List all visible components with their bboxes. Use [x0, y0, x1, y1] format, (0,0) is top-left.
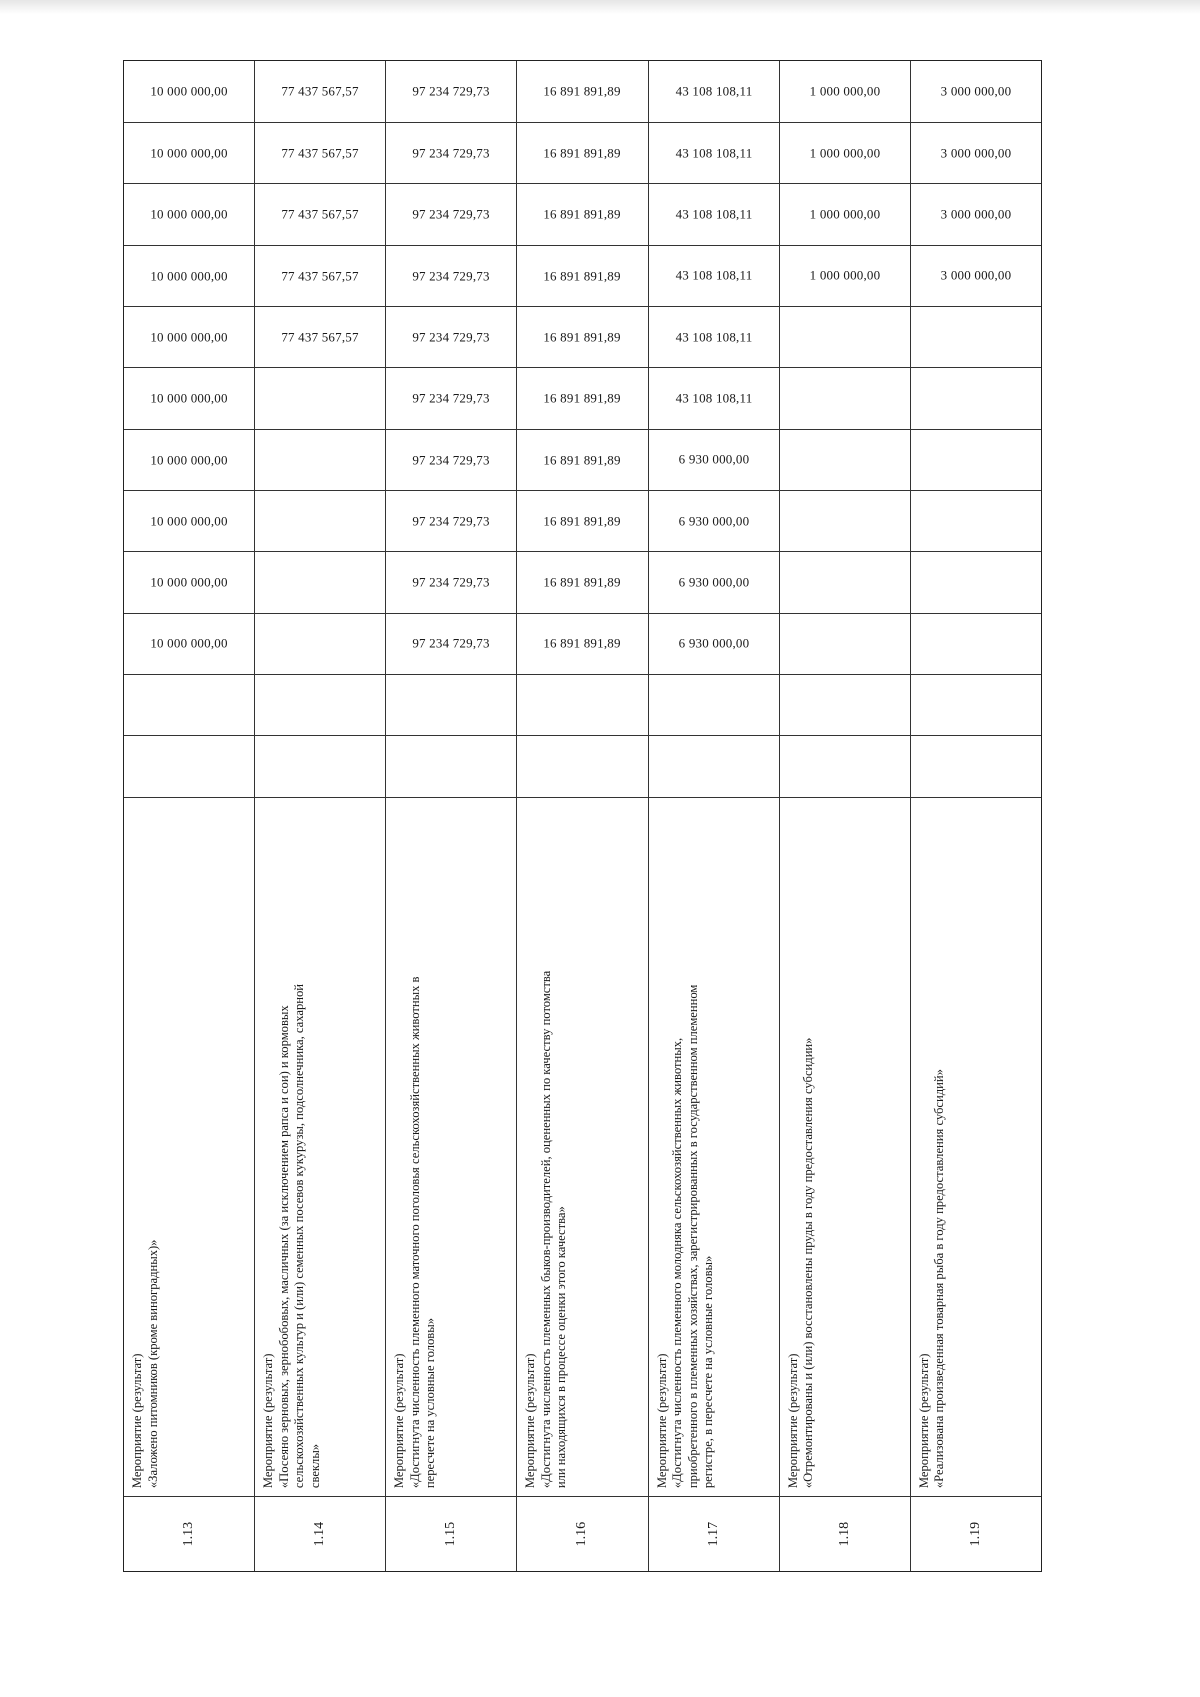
value-cell: [780, 306, 910, 367]
value-cell: [386, 367, 516, 428]
amount-value: 43 108 108,11: [675, 206, 753, 222]
amount-value: 77 437 567,57: [281, 206, 359, 222]
description-line: Мероприятие (результат): [785, 1353, 800, 1489]
description-line: Мероприятие (результат): [130, 1353, 144, 1489]
amount-value: 43 108 108,11: [675, 83, 753, 99]
amount-value: 77 437 567,57: [281, 83, 359, 99]
value-cell: [255, 429, 385, 490]
value-cell: [517, 613, 647, 674]
value-cell: [517, 429, 647, 490]
description-line: «Посеяно зерновых, зернобобовых, масличных (за исключением рапса и сои) и кормовых: [276, 1005, 291, 1489]
amount-value: 10 000 000,00: [150, 574, 228, 590]
description-line: Мероприятие (результат): [261, 1353, 276, 1489]
description-line: Мероприятие (результат): [916, 1353, 931, 1489]
value-cell: [386, 490, 516, 551]
value-cell: [124, 551, 254, 612]
value-cell: [911, 429, 1041, 490]
value-cell: [386, 551, 516, 612]
amount-value: 10 000 000,00: [150, 83, 228, 99]
value-cell: [649, 490, 779, 551]
measure-description: [124, 797, 254, 1497]
value-cell: [780, 429, 910, 490]
amount-value: 6 930 000,00: [678, 635, 749, 651]
value-cell: [911, 367, 1041, 428]
description-line: регистре, в пересчете на условные головы»: [701, 1255, 716, 1489]
measure-description: [386, 797, 516, 1497]
description-line: Мероприятие (результат): [523, 1353, 538, 1489]
value-cell: [386, 674, 516, 735]
table-row: [386, 61, 517, 1571]
amount-value: 16 891 891,89: [543, 635, 622, 651]
value-cell: [911, 245, 1041, 306]
value-cell: [255, 735, 385, 796]
amount-value: 43 108 108,11: [675, 267, 753, 283]
description-line: сельскохозяйственных культур и (или) семенных посевов кукурузы, подсолнечника, сахарной: [292, 983, 307, 1489]
value-cell: [124, 306, 254, 367]
value-cell: [649, 674, 779, 735]
amount-value: 97 234 729,73: [412, 451, 491, 467]
table-row: [255, 61, 386, 1571]
value-cell: [649, 61, 779, 122]
value-cell: [517, 551, 647, 612]
table-row: [780, 61, 911, 1571]
value-cell: [124, 490, 254, 551]
value-cell: [780, 674, 910, 735]
value-cell: [124, 367, 254, 428]
amount-value: 43 108 108,11: [675, 390, 753, 406]
row-number: 1.19: [911, 1496, 1041, 1571]
value-cell: [780, 735, 910, 796]
budget-table: [123, 60, 1042, 1572]
description-line: «Достигнута численность племенного маточного поголовья сельскохозяйственных животных в: [407, 976, 422, 1489]
value-cell: [780, 245, 910, 306]
description-line: «Достигнута численность племенных быков-производителей, оцененных по качеству потомства: [538, 970, 553, 1489]
amount-value: 43 108 108,11: [675, 145, 753, 161]
amount-value: 1 000 000,00: [809, 267, 881, 283]
value-cell: [255, 306, 385, 367]
value-cell: [255, 613, 385, 674]
amount-value: 16 891 891,89: [543, 513, 622, 529]
amount-value: 77 437 567,57: [281, 267, 359, 283]
amount-value: 97 234 729,73: [412, 390, 491, 406]
amount-value: 97 234 729,73: [412, 267, 491, 283]
value-cell: [649, 429, 779, 490]
scan-top-edge: [0, 0, 1200, 14]
description-line: «Достигнута численность племенного молодняка сельскохозяйственных животных,: [670, 1037, 685, 1489]
value-cell: [386, 613, 516, 674]
value-cell: [517, 367, 647, 428]
amount-value: 97 234 729,73: [412, 145, 491, 161]
row-number: 1.14: [255, 1496, 385, 1571]
amount-value: 16 891 891,89: [543, 451, 622, 467]
amount-value: 10 000 000,00: [150, 329, 228, 345]
row-number: 1.16: [517, 1496, 647, 1571]
amount-value: 10 000 000,00: [150, 145, 228, 161]
amount-value: 3 000 000,00: [940, 83, 1012, 99]
amount-value: 1 000 000,00: [809, 145, 881, 161]
value-cell: [124, 613, 254, 674]
value-cell: [124, 183, 254, 244]
value-cell: [124, 61, 254, 122]
value-cell: [517, 674, 647, 735]
value-cell: [780, 551, 910, 612]
value-cell: [386, 429, 516, 490]
description-line: Мероприятие (результат): [392, 1353, 407, 1489]
amount-value: 6 930 000,00: [678, 451, 749, 467]
value-cell: [517, 490, 647, 551]
value-cell: [386, 122, 516, 183]
amount-value: 6 930 000,00: [678, 574, 749, 590]
amount-value: 16 891 891,89: [543, 267, 622, 283]
value-cell: [649, 245, 779, 306]
table-row: [124, 61, 255, 1571]
value-cell: [911, 674, 1041, 735]
table-row: [649, 61, 780, 1571]
value-cell: [124, 429, 254, 490]
value-cell: [255, 61, 385, 122]
value-cell: [517, 735, 647, 796]
value-cell: [124, 674, 254, 735]
amount-value: 16 891 891,89: [543, 329, 622, 345]
amount-value: 97 234 729,73: [412, 574, 491, 590]
value-cell: [780, 183, 910, 244]
value-cell: [386, 245, 516, 306]
description-line: или находящихся в процессе оценки этого качества»: [554, 1206, 569, 1489]
row-number: 1.15: [386, 1496, 516, 1571]
value-cell: [649, 551, 779, 612]
amount-value: 97 234 729,73: [412, 206, 491, 222]
value-cell: [649, 306, 779, 367]
amount-value: 16 891 891,89: [543, 390, 622, 406]
row-number: 1.17: [649, 1496, 779, 1571]
value-cell: [124, 735, 254, 796]
amount-value: 16 891 891,89: [543, 206, 622, 222]
value-cell: [255, 674, 385, 735]
amount-value: 10 000 000,00: [150, 451, 228, 467]
value-cell: [911, 306, 1041, 367]
value-cell: [517, 183, 647, 244]
value-cell: [255, 367, 385, 428]
value-cell: [255, 245, 385, 306]
amount-value: 10 000 000,00: [150, 267, 228, 283]
value-cell: [517, 306, 647, 367]
value-cell: [911, 490, 1041, 551]
value-cell: [911, 122, 1041, 183]
value-cell: [255, 122, 385, 183]
measure-description: [255, 797, 385, 1497]
amount-value: 1 000 000,00: [809, 83, 881, 99]
value-cell: [124, 122, 254, 183]
value-cell: [780, 61, 910, 122]
row-number: 1.18: [780, 1496, 910, 1571]
description-line: «Отремонтированы и (или) восстановлены пруды в году предоставления субсидии»: [801, 1037, 816, 1489]
measure-description: [911, 797, 1041, 1497]
value-cell: [386, 61, 516, 122]
amount-value: 97 234 729,73: [412, 513, 491, 529]
amount-value: 10 000 000,00: [150, 635, 228, 651]
value-cell: [911, 735, 1041, 796]
value-cell: [780, 367, 910, 428]
value-cell: [517, 122, 647, 183]
amount-value: 16 891 891,89: [543, 574, 622, 590]
amount-value: 43 108 108,11: [675, 329, 753, 345]
amount-value: 3 000 000,00: [940, 267, 1012, 283]
row-number: 1.13: [124, 1496, 254, 1571]
description-line: «Реализована произведенная товарная рыба в году предоставления субсидий»: [932, 1069, 947, 1489]
value-cell: [780, 122, 910, 183]
description-line: «Заложено питомников (кроме виноградных)»: [145, 1239, 160, 1489]
value-cell: [517, 245, 647, 306]
value-cell: [649, 613, 779, 674]
value-cell: [386, 306, 516, 367]
value-cell: [255, 551, 385, 612]
value-cell: [911, 613, 1041, 674]
description-line: свеклы»: [307, 1443, 322, 1489]
amount-value: 3 000 000,00: [940, 145, 1012, 161]
value-cell: [255, 183, 385, 244]
amount-value: 6 930 000,00: [678, 513, 749, 529]
value-cell: [649, 367, 779, 428]
amount-value: 10 000 000,00: [150, 390, 228, 406]
value-cell: [649, 735, 779, 796]
description-line: приобретенного в племенных хозяйствах, зарегистрированных в государственном племенном: [685, 984, 700, 1489]
table-row: [517, 61, 648, 1571]
amount-value: 97 234 729,73: [412, 635, 491, 651]
amount-value: 10 000 000,00: [150, 513, 228, 529]
description-line: пересчете на условные головы»: [423, 1318, 438, 1489]
amount-value: 3 000 000,00: [940, 206, 1012, 222]
value-cell: [649, 122, 779, 183]
amount-value: 97 234 729,73: [412, 329, 491, 345]
amount-value: 16 891 891,89: [543, 145, 622, 161]
measure-description: [517, 797, 647, 1497]
value-cell: [517, 61, 647, 122]
value-cell: [386, 735, 516, 796]
table-row: [911, 61, 1041, 1571]
value-cell: [386, 183, 516, 244]
value-cell: [649, 183, 779, 244]
value-cell: [780, 490, 910, 551]
value-cell: [911, 61, 1041, 122]
amount-value: 77 437 567,57: [281, 329, 359, 345]
measure-description: [780, 797, 910, 1497]
amount-value: 10 000 000,00: [150, 206, 228, 222]
amount-value: 97 234 729,73: [412, 83, 491, 99]
value-cell: [255, 490, 385, 551]
description-line: Мероприятие (результат): [654, 1353, 669, 1489]
amount-value: 1 000 000,00: [809, 206, 881, 222]
value-cell: [911, 551, 1041, 612]
measure-description: [649, 797, 779, 1497]
amount-value: 16 891 891,89: [543, 83, 622, 99]
amount-value: 77 437 567,57: [281, 145, 359, 161]
value-cell: [911, 183, 1041, 244]
value-cell: [124, 245, 254, 306]
value-cell: [780, 613, 910, 674]
